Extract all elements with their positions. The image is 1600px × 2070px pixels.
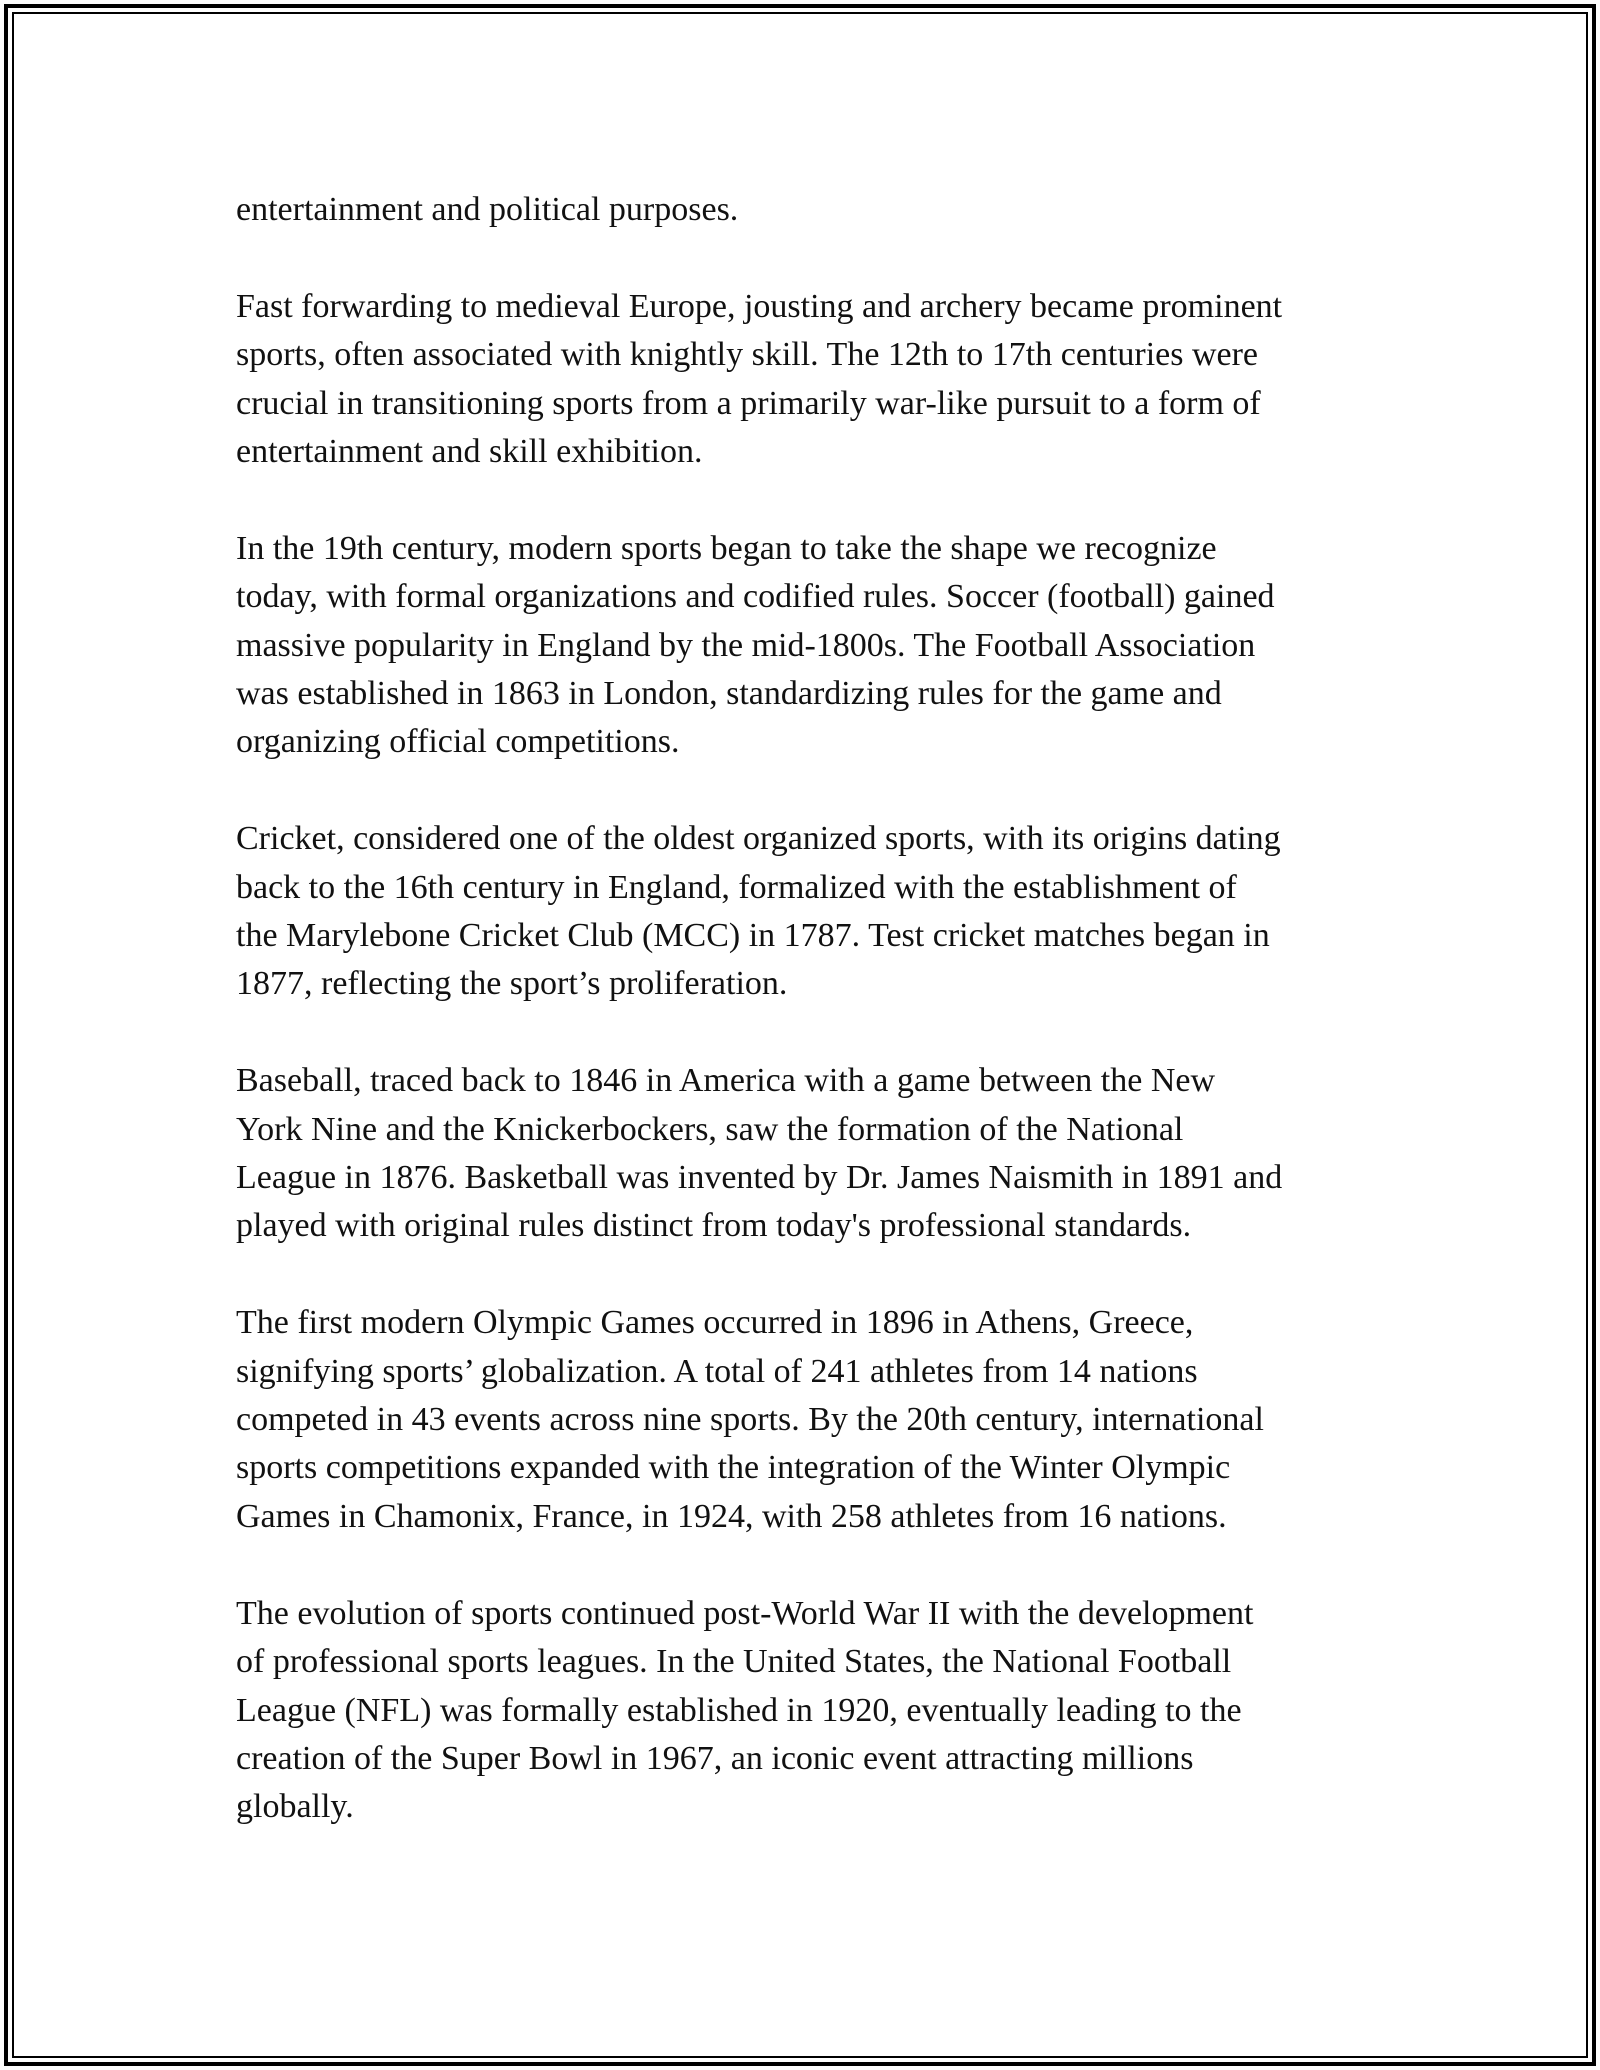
paragraph: The evolution of sports continued post-World War II with the development of professional sports leagues. In the United States, the National Football League (NFL) was formally established in 1920, eventually leading to the creation of the Super Bowl in 1967, an iconic event attracting millions globally. — [236, 1594, 1254, 1826]
paragraph: Cricket, considered one of the oldest organized sports, with its origins dating back to the 16th century in England, formalized with the establishment of the Marylebone Cricket Club (MCC) in 1787. Test cricket matches began in 1877, reflecting the sport’s proliferation. — [236, 820, 1281, 1003]
document-body — [236, 186, 1386, 1832]
paragraph: Fast forwarding to medieval Europe, jousting and archery became prominent sports, often associated with knightly skill. The 12th to 17th centuries were crucial in transitioning sports from a primarily war-like pursuit to a form of entertainment and skill exhibition. — [236, 287, 1283, 471]
paragraph: Baseball, traced back to 1846 in America with a game between the New York Nine and the Knickerbockers, saw the formation of the National League in 1876. Basketball was invented by Dr. James Naismith in 1891 and played with original rules distinct from today's professional standards. — [236, 1062, 1283, 1245]
paragraph: entertainment and political purposes. — [236, 191, 739, 228]
paragraph: In the 19th century, modern sports began to take the shape we recognize today, with formal organizations and codified rules. Soccer (football) gained massive popularity in England by the mid-1800s. The Football Association was established in 1863 in London, standardizing rules for the game and organizing official competitions. — [236, 529, 1275, 761]
paragraph: The first modern Olympic Games occurred in 1896 in Athens, Greece, signifying sports’ globalization. A total of 241 athletes from 14 nations competed in 43 events across nine sports. By the 20th century, international sports competitions expanded with the integration of the Winter Olympic Games in Chamonix, France, in 1924, with 258 athletes from 16 nations. — [236, 1304, 1264, 1535]
